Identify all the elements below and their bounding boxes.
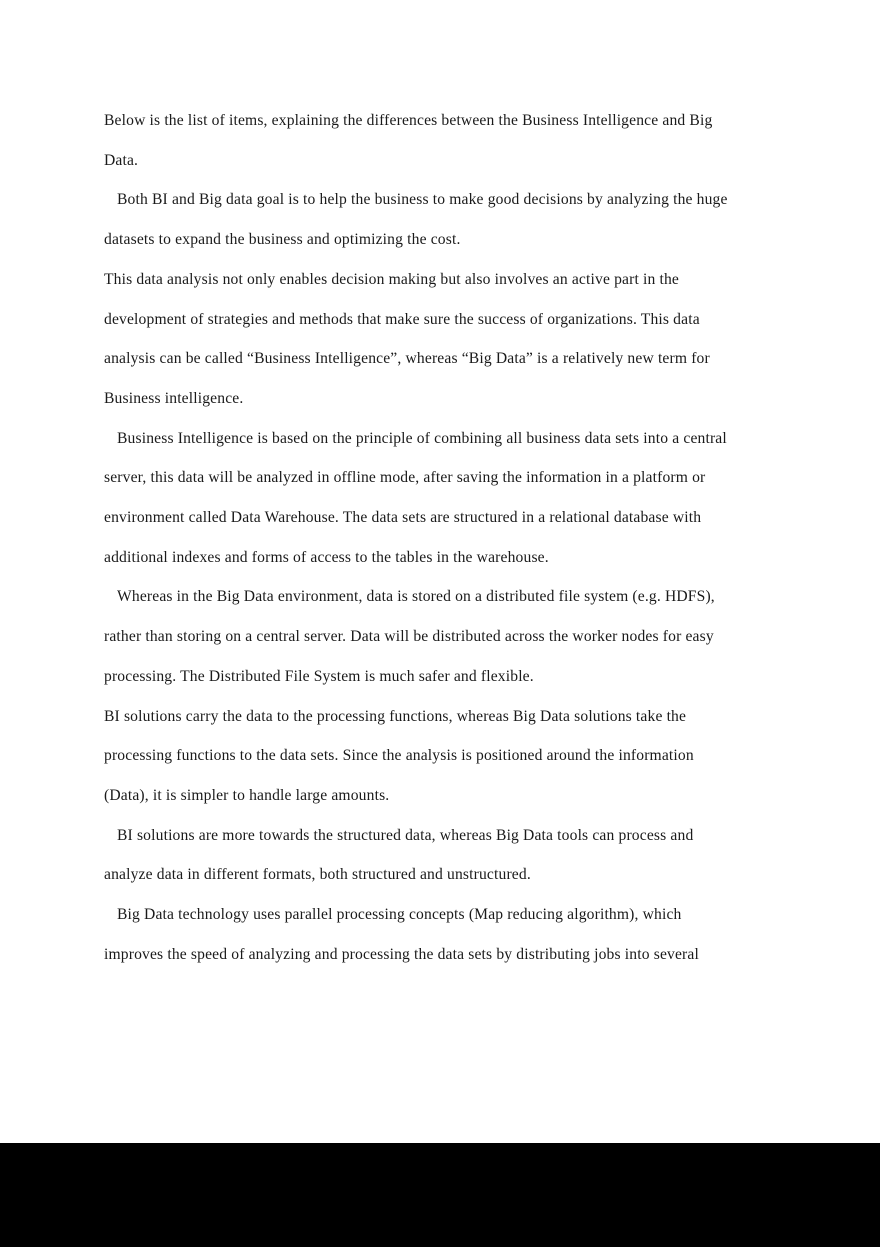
text-line: additional indexes and forms of access to the tables in the warehouse. [104,548,549,566]
text-line: (Data), it is simpler to handle large amounts. [104,786,390,804]
paragraph [104,101,784,180]
document-body-text [104,101,784,974]
text-line: rather than storing on a central server. Data will be distributed across the worker nodes for easy [104,628,714,646]
text-line: analysis can be called “Business Intelligence”, whereas “Big Data” is a relatively new term for [104,350,710,368]
paragraph [104,180,784,259]
text-line: analyze data in different formats, both structured and unstructured. [104,866,531,884]
text-line: Business intelligence. [104,389,244,407]
text-line: Big Data technology uses parallel processing concepts (Map reducing algorithm), which [117,906,682,924]
text-line: Data. [104,151,139,169]
text-line: server, this data will be analyzed in offline mode, after saving the information in a platform or [104,469,706,487]
paragraph [104,577,784,696]
text-line: development of strategies and methods that make sure the success of organizations. This data [104,310,700,328]
paragraph [104,260,784,419]
paragraph [104,419,784,578]
text-line: improves the speed of analyzing and processing the data sets by distributing jobs into several [104,945,699,963]
text-line: Whereas in the Big Data environment, data is stored on a distributed file system (e.g. HDFS), [117,588,715,606]
text-line: datasets to expand the business and optimizing the cost. [104,231,461,249]
text-line: Both BI and Big data goal is to help the business to make good decisions by analyzing the huge [117,191,728,209]
text-line: Business Intelligence is based on the principle of combining all business data sets into a central [117,429,727,447]
text-line: processing functions to the data sets. Since the analysis is positioned around the information [104,747,694,765]
paragraph [104,816,784,895]
text-line: BI solutions are more towards the structured data, whereas Big Data tools can process and [117,826,694,844]
text-line: processing. The Distributed File System is much safer and flexible. [104,667,534,685]
paragraph [104,895,784,974]
text-line: environment called Data Warehouse. The data sets are structured in a relational database with [104,509,702,527]
page-bottom-black-band [0,1143,880,1247]
text-line: Below is the list of items, explaining the differences between the Business Intelligence and Big [104,112,713,129]
text-line: This data analysis not only enables decision making but also involves an active part in the [104,270,680,288]
paragraph [104,697,784,816]
text-line: BI solutions carry the data to the processing functions, whereas Big Data solutions take the [104,707,687,725]
